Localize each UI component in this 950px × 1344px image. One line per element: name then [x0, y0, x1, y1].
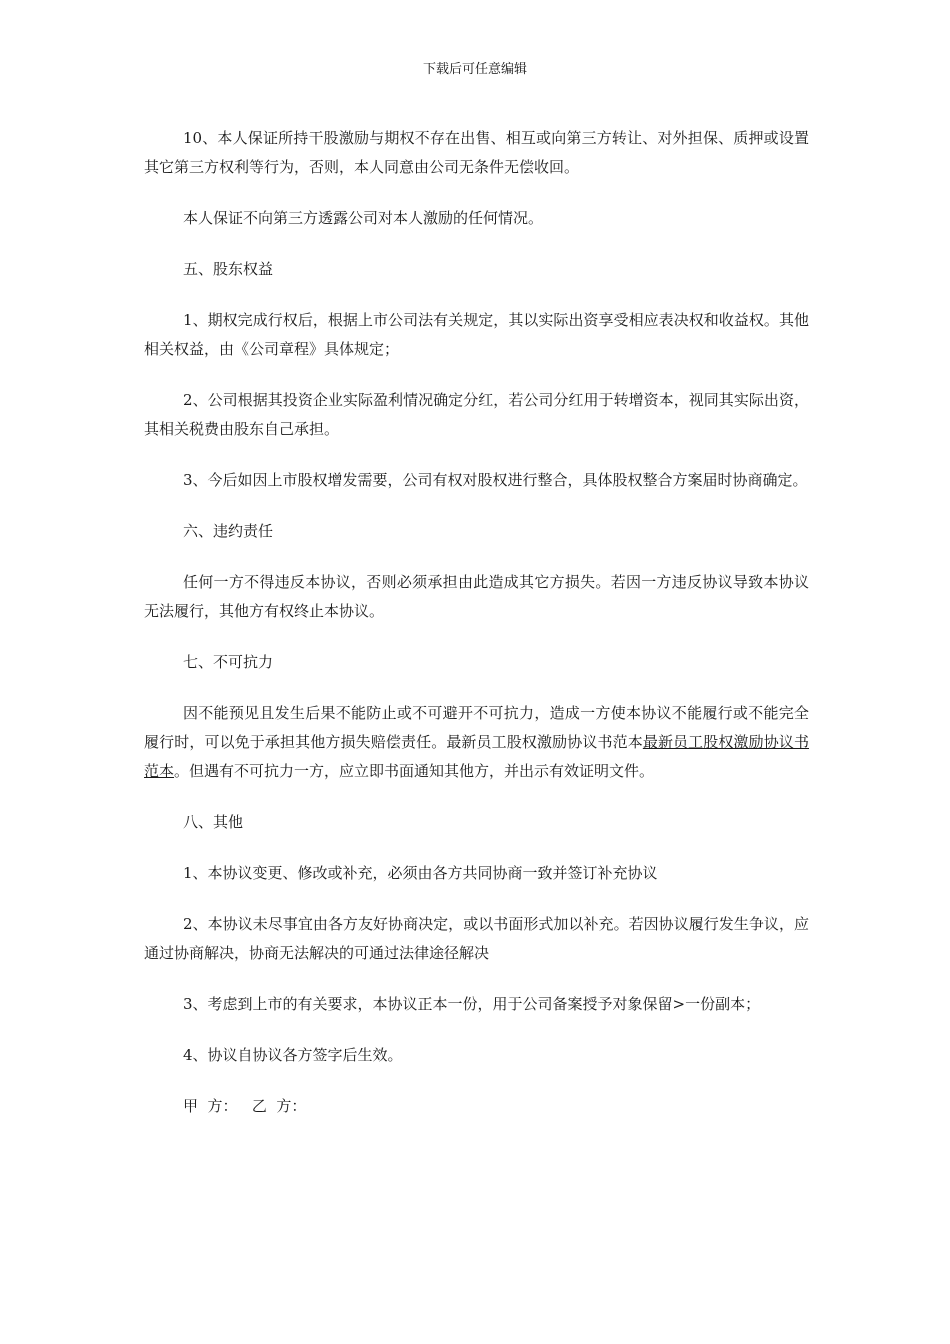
document-body: [144, 124, 809, 1121]
section-5-title: 五、股东权益: [183, 260, 274, 278]
section-5-item-3: 3、今后如因上市股权增发需要，公司有权对股权进行整合，具体股权整合方案届时协商确定。: [183, 471, 808, 489]
section-7-text-part-a: 因不能预见且发生后果不能防止或不可避开不可抗力，造成一方使本协议不能履行或不能完全履行时，可以免于承担其他方损失赔偿责任。最新员工股权激励协议书范本: [144, 704, 809, 751]
section-7-text-part-b: 。但遇有不可抗力一方，应立即书面通知其他方，并出示有效证明文件。: [174, 762, 655, 780]
page-header-note: 下载后可任意编辑: [422, 62, 527, 77]
section-8-item-4: 4、协议自协议各方签字后生效。: [183, 1046, 403, 1064]
section-7-text: [144, 699, 809, 786]
section-6-title: 六、违约责任: [183, 522, 274, 540]
sample-agreement-link[interactable]: 最新员工股权激励协议书范本: [144, 733, 809, 780]
section-5-item-2: 2、公司根据其投资企业实际盈利情况确定分红，若公司分红用于转增资本，视同其实际出资，其相关税费由股东自己承担。: [144, 391, 809, 438]
section-8-item-1: 1、本协议变更、修改或补充，必须由各方共同协商一致并签订补充协议: [183, 864, 658, 882]
section-5-item-1: 1、期权完成行权后，根据上市公司法有关规定，其以实际出资享受相应表决权和收益权。其他相关权益，由《公司章程》具体规定；: [144, 311, 809, 358]
section-8-item-2: 2、本协议未尽事宜由各方友好协商决定，或以书面形式加以补充。若因协议履行发生争议，应通过协商解决，协商无法解决的可通过法律途径解决: [144, 915, 809, 962]
section-8-title: 八、其他: [183, 813, 244, 831]
section-8-item-3: 3、考虑到上市的有关要求，本协议正本一份，用于公司备案授予对象保留>一份副本；: [183, 995, 761, 1013]
signature-line: 甲 方： 乙 方：: [183, 1097, 307, 1115]
section-6-text: 任何一方不得违反本协议，否则必须承担由此造成其它方损失。若因一方违反协议导致本协议无法履行，其他方有权终止本协议。: [144, 573, 809, 620]
section-7-title: 七、不可抗力: [183, 653, 274, 671]
confidentiality-clause: 本人保证不向第三方透露公司对本人激励的任何情况。: [183, 209, 544, 227]
clause-10: 10、本人保证所持干股激励与期权不存在出售、相互或向第三方转让、对外担保、质押或设置其它第三方权利等行为，否则，本人同意由公司无条件无偿收回。: [144, 129, 809, 176]
